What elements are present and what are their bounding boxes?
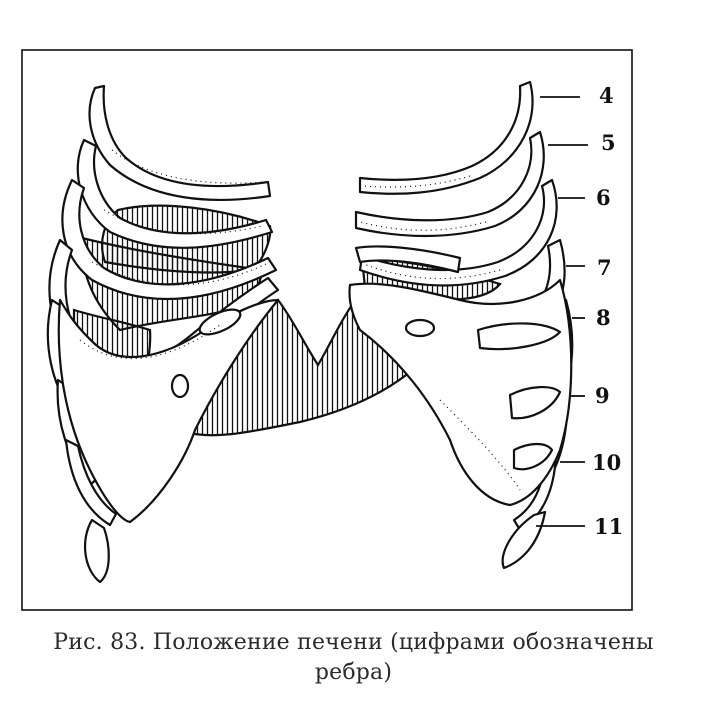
rib-number-10: 10 [592,450,622,475]
rib-number-9: 9 [595,383,610,408]
caption-line-1: Рис. 83. Положение печени (цифрами обозначены [53,630,654,655]
rib-number-4: 4 [599,83,614,108]
rib-number-6: 6 [596,185,611,210]
caption-line-2: ребра) [314,660,393,685]
rib-number-11: 11 [594,514,624,539]
right-ribs [349,82,572,568]
rib-number-8: 8 [596,305,611,330]
rib-number-7: 7 [597,255,612,280]
rib-number-5: 5 [601,130,616,155]
figure-caption [0,628,707,688]
left-ribs [48,86,278,582]
